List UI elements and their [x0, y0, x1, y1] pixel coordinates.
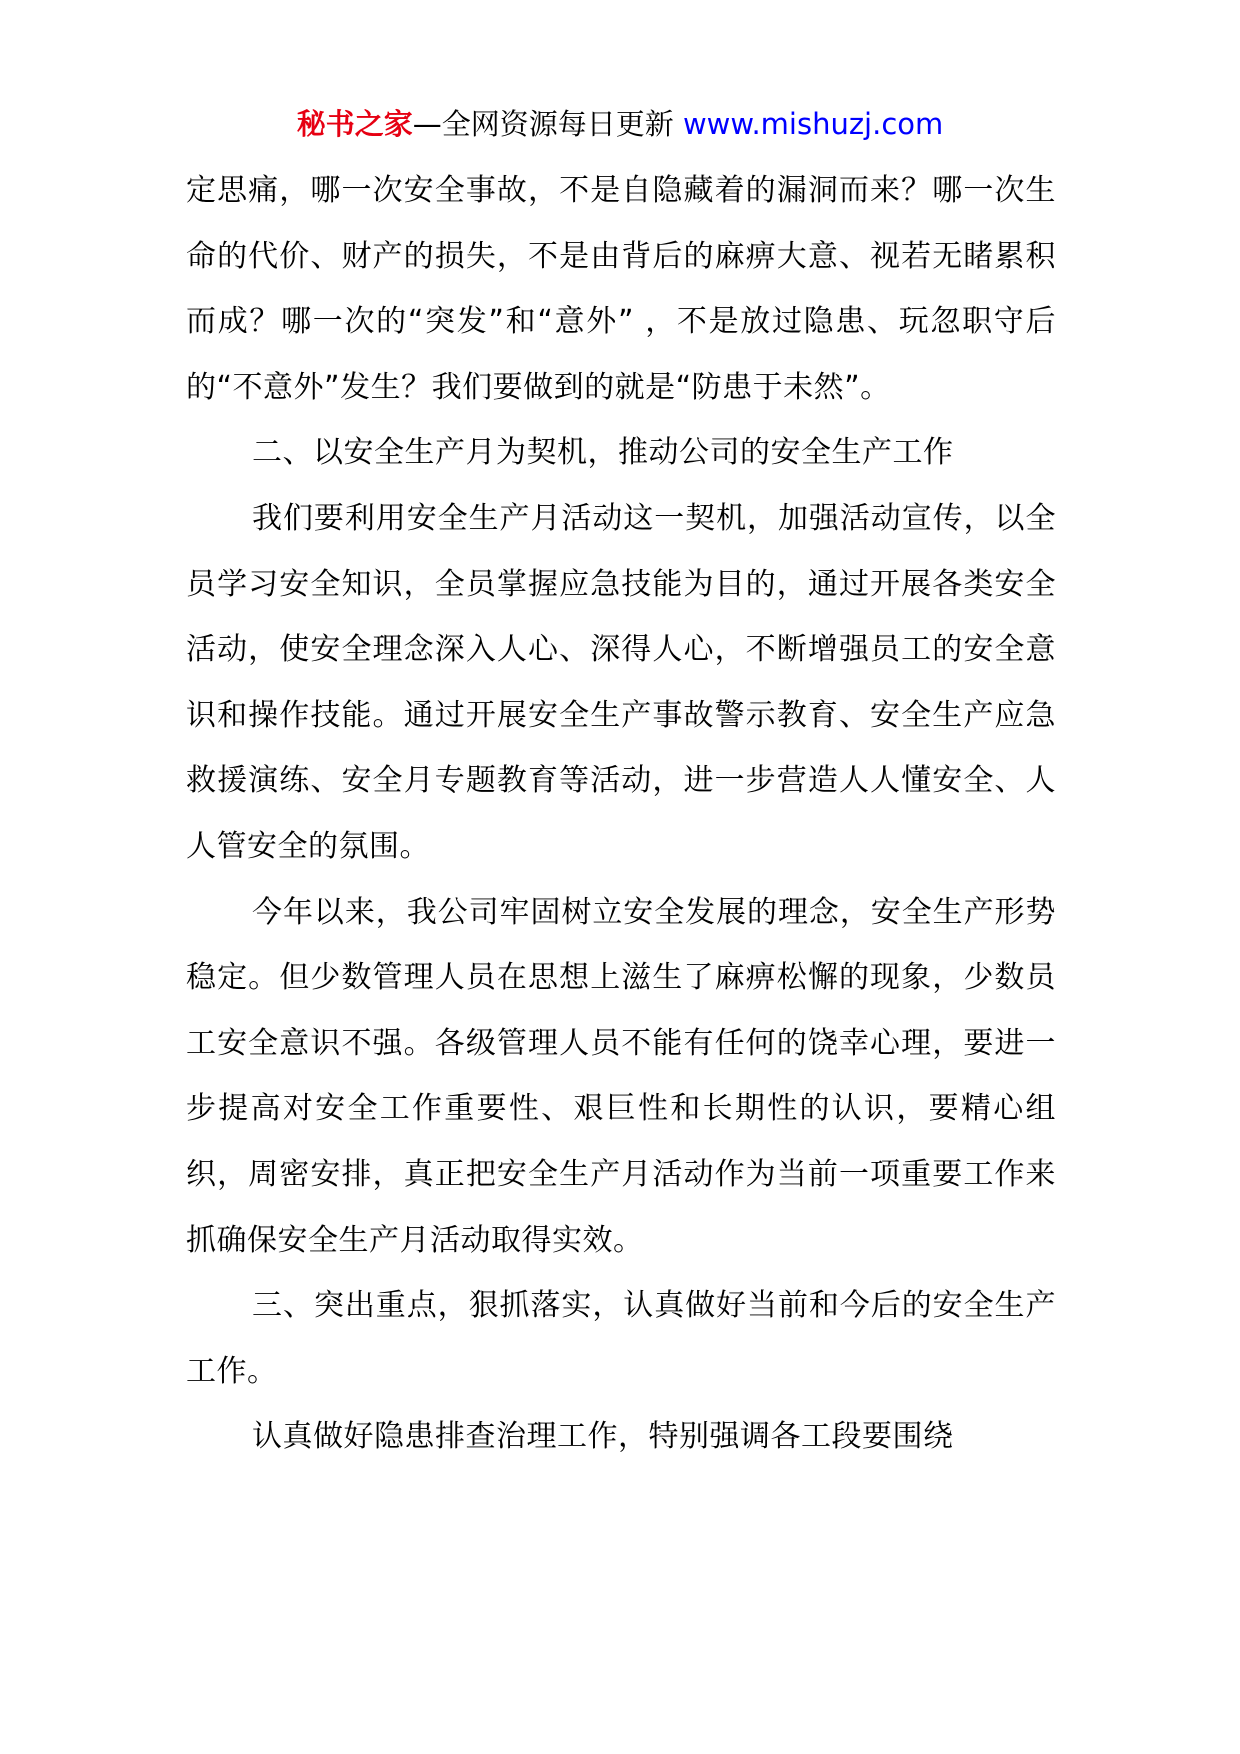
paragraph: 今年以来，我公司牢固树立安全发展的理念，安全生产形势稳定。但少数管理人员在思想上滋生了麻痹松懈的现象，少数员工安全意识不强。各级管理人员不能有任何的饶幸心理，要进一步提高对安全工作重要性、艰巨性和长期性的认识，要精心组织，周密安排，真正把安全生产月活动作为当前一项重要工作来抓确保安全生产月活动取得实效。: [186, 894, 1056, 1258]
page-header: [0, 102, 1240, 146]
section-heading-2: 二、以安全生产月为契机，推动公司的安全生产工作: [252, 435, 954, 471]
brand-name: 秘书之家: [296, 107, 413, 141]
paragraph: 我们要利用安全生产月活动这一契机，加强活动宣传，以全员学习安全知识，全员掌握应急技能为目的，通过开展各类安全活动，使安全理念深入人心、深得人心，不断增强员工的安全意识和操作技能。通过开展安全生产事故警示教育、安全生产应急救援演练、安全月专题教育等活动，进一步营造人人懂安全、人人管安全的氛围。: [186, 500, 1056, 864]
paragraph: 认真做好隐患排查治理工作，特别强调各工段要围绕: [252, 1419, 954, 1455]
section-heading-3: 三、突出重点，狠抓落实，认真做好当前和今后的安全生产工作。: [186, 1288, 1056, 1389]
header-slogan: —全网资源每日更新: [412, 107, 683, 141]
website-link[interactable]: www.mishuzj.com: [682, 107, 944, 141]
paragraph-continuation: 定思痛，哪一次安全事故，不是自隐藏着的漏洞而来？哪一次生命的代价、财产的损失，不是由背后的麻痹大意、视若无睹累积而成？哪一次的“突发”和“意外” ，不是放过隐患、玩忽职守后的“不意外”发生？我们要做到的就是“防患于未然”。: [186, 173, 1056, 405]
document-body: [186, 158, 1056, 1470]
